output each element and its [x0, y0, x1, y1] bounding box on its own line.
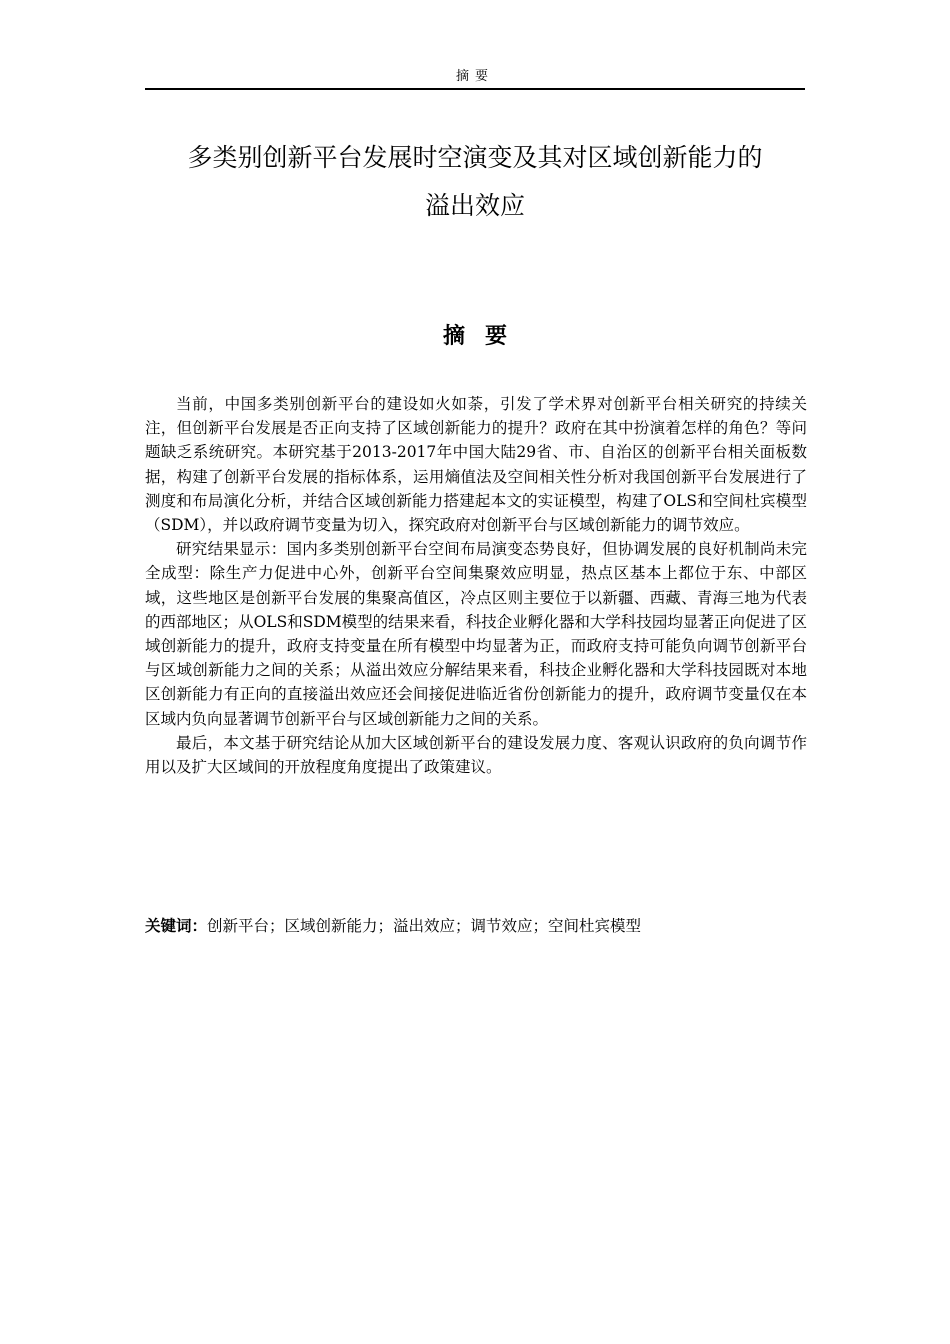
- document-title: [130, 134, 820, 230]
- keywords-label: 关键词：: [145, 917, 208, 935]
- keywords-text: 创新平台；区域创新能力；溢出效应；调节效应；空间杜宾模型: [207, 917, 642, 935]
- document-title-line-1: 多类别创新平台发展时空演变及其对区域创新能力的: [187, 143, 763, 172]
- running-header: 摘要: [455, 69, 494, 84]
- document-title-line-2: 溢出效应: [424, 191, 525, 220]
- abstract-paragraph-3: 最后，本文基于研究结论从加大区域创新平台的建设发展力度、客观认识政府的负向调节作用以及扩大区域间的开放程度角度提出了政策建议。: [145, 733, 807, 777]
- abstract-body: [145, 392, 807, 779]
- abstract-heading: 摘要: [442, 324, 527, 349]
- keywords-line: [145, 914, 807, 938]
- abstract-paragraph-2: 研究结果显示：国内多类别创新平台空间布局演变态势良好，但协调发展的良好机制尚未完全成型：除生产力促进中心外，创新平台空间集聚效应明显，热点区基本上都位于东、中部区域，这些地区是创新平台发展的集聚高值区，冷点区则主要位于以新疆、西藏、青海三地为代表的西部地区；从OLS和SDM模型的结果来看，科技企业孵化器和大学科技园均显著正向促进了区域创新能力的提升，政府支持变量在所有模型中均显著为正，而政府支持可能负向调节创新平台与区域创新能力之间的关系；从溢出效应分解结果来看，科技企业孵化器和大学科技园既对本地区创新能力有正向的直接溢出效应还会间接促进临近省份创新能力的提升，政府调节变量仅在本区域内负向显著调节创新平台与区域创新能力之间的关系。: [145, 540, 807, 728]
- header-rule: [145, 88, 805, 90]
- abstract-paragraph-1: 当前，中国多类别创新平台的建设如火如荼，引发了学术界对创新平台相关研究的持续关注，但创新平台发展是否正向支持了区域创新能力的提升？政府在其中扮演着怎样的角色？等问题缺乏系统研究。本研究基于2013-2017年中国大陆29省、市、自治区的创新平台相关面板数据，构建了创新平台发展的指标体系，运用熵值法及空间相关性分析对我国创新平台发展进行了测度和布局演化分析，并结合区域创新能力搭建起本文的实证模型，构建了OLS和空间杜宾模型（SDM），并以政府调节变量为切入，探究政府对创新平台与区域创新能力的调节效应。: [145, 395, 807, 535]
